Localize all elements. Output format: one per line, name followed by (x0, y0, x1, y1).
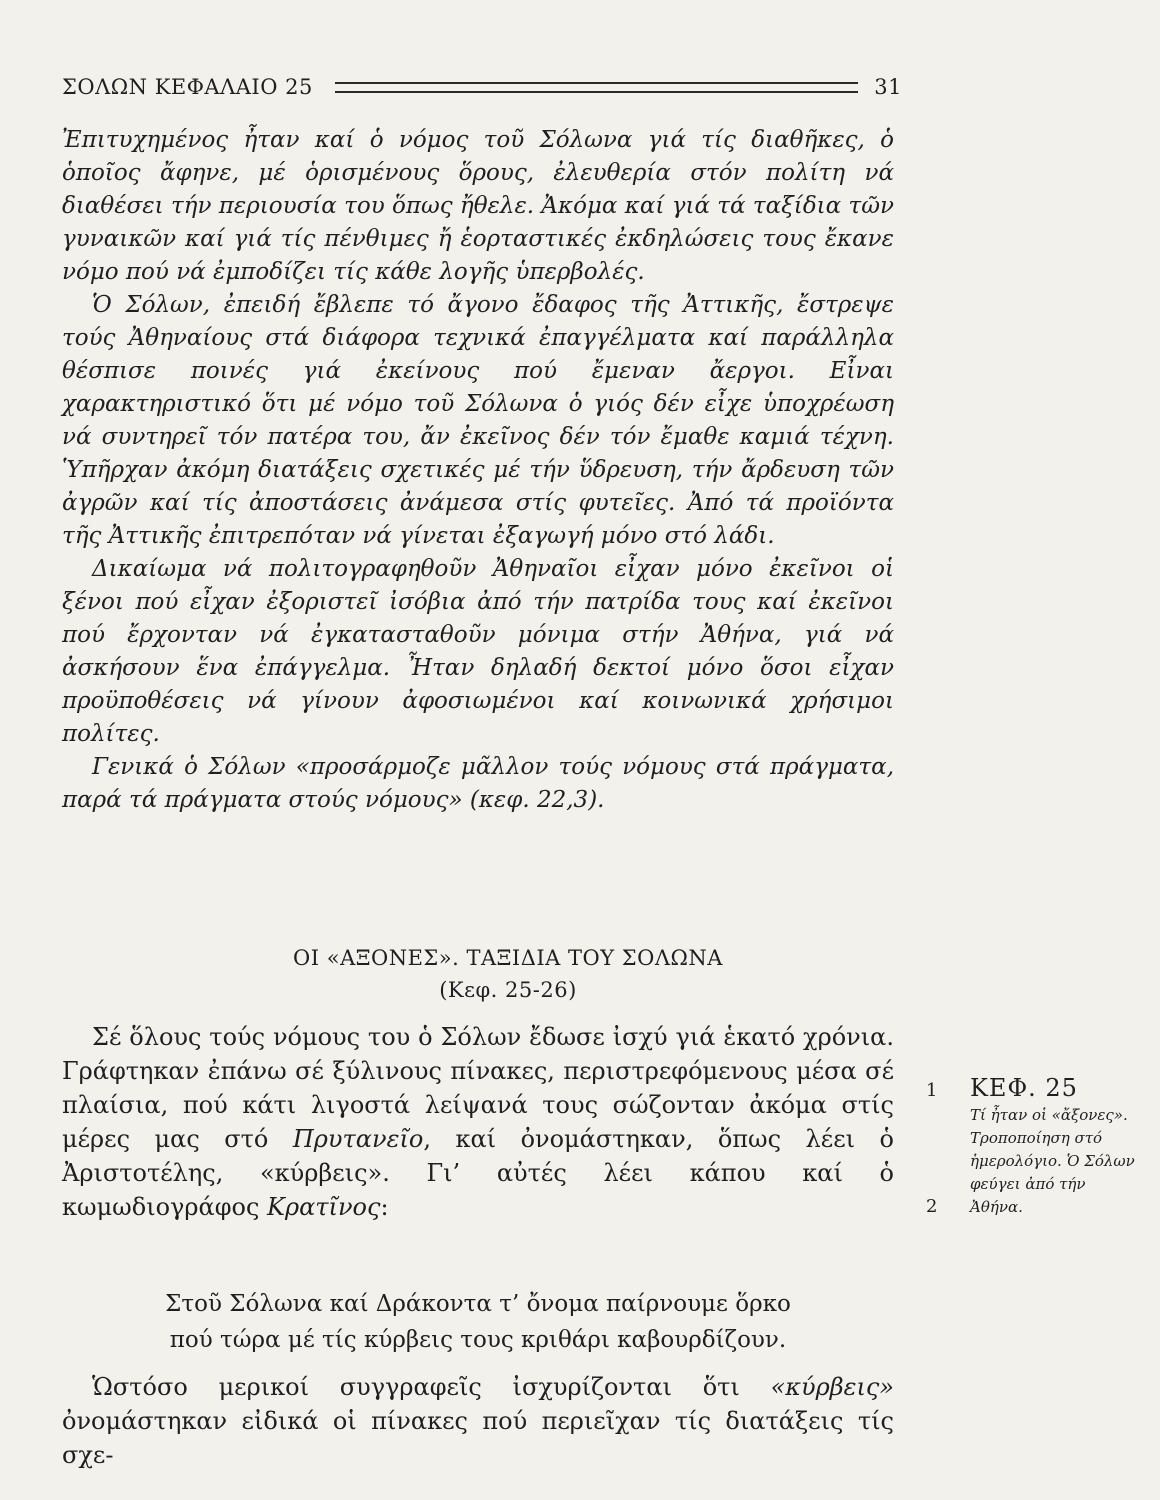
line-number: 2 (926, 1196, 938, 1217)
line-number: 1 (926, 1080, 938, 1101)
intro-paragraph: Γενικά ὁ Σόλων «προσάρμοζε μᾶλλον τούς νόμους στά πράγματα, παρά τά πράγματα στούς νόμους» (κεφ. 22,3). (62, 754, 894, 813)
intro-paragraph: Ἐπιτυχημένος ἦταν καί ὁ νόμος τοῦ Σόλωνα γιά τίς διαθῆκες, ὁ ὁποῖος ἄφηνε, μέ ὁρισμένους ὅρους, ἐλευθερία στόν πολίτη νά διαθέσει τήν περιουσία του ὅπως ἤθελε. Ἀκόμα καί γιά τά ταξίδια τῶν γυναικῶν καί γιά τίς πένθιμες ἤ ἑορταστικές ἐκδηλώσεις τους ἔκανε νόμο πού νά ἐμποδίζει τίς κάθε λογῆς ὑπερβολές. (62, 127, 894, 285)
section-heading (62, 942, 954, 1006)
place-name: Πρυτανεῖο (292, 1125, 424, 1153)
header-rule (335, 82, 858, 93)
header-title: ΣΟΛΩΝ ΚΕΦΑΛΑΙΟ 25 (62, 75, 313, 99)
text-run: : (380, 1193, 389, 1221)
intro-paragraph: Ὁ Σόλων, ἐπειδή ἔβλεπε τό ἄγονο ἔδαφος τῆς Ἀττικῆς, ἔστρεψε τούς Ἀθηναίους στά διάφορα τεχνικά ἐπαγγέλματα καί παράλληλα θέσπισε ποινές γιά ἐκείνους πού ἔμεναν ἄεργοι. Εἶναι χαρακτηριστικό ὅτι μέ νόμο τοῦ Σόλωνα ὁ γιός δέν εἶχε ὑποχρέωση νά συντηρεῖ τόν πατέρα του, ἄν ἐκεῖνος δέν τόν ἔμαθε καμιά τέχνη. Ὑπῆρχαν ἀκόμη διατάξεις σχετικές μέ τήν ὕδρευση, τήν ἄρδευση τῶν ἀγρῶν καί τίς ἀποστάσεις ἀνάμεσα στίς φυτεῖες. Ἀπό τά προϊόντα τῆς Ἀττικῆς ἐπιτρεπόταν νά γίνεται ἐξαγωγή μόνο στό λάδι. (62, 292, 894, 549)
paragraph-2 (62, 1370, 894, 1472)
margin-note-text: Τί ἦταν οἱ «ἄξονες». Τροποποίηση στό ἡμερολόγιο. Ὁ Σόλων φεύγει ἀπό τήν Ἀθήνα. (970, 1106, 1135, 1216)
closing-paragraph (62, 1370, 894, 1472)
margin-note (970, 1074, 1135, 1219)
term: «κύρβεις» (770, 1373, 894, 1401)
author-name: Κρατῖνος (267, 1193, 381, 1221)
page-number: 31 (874, 75, 902, 99)
main-paragraph (62, 1020, 894, 1224)
margin-note-title: ΚΕΦ. 25 (970, 1074, 1078, 1102)
text-run: , καί ὀνομάστηκαν, ὅπως λέει ὁ Ἀριστοτέλης, «κύρβεις». Γι’ αὐτές λέει κάπου καί ὁ κωμωδιογράφος (62, 1125, 894, 1221)
text-run: ὀνομάστηκαν εἰδικά οἱ πίνακες πού περιεῖχαν τίς διατάξεις τίς σχε- (62, 1407, 894, 1469)
verse-line: Στοῦ Σόλωνα καί Δράκοντα τ’ ὄνομα παίρνουμε ὅρκο (165, 1291, 791, 1317)
intro-paragraph: Δικαίωμα νά πολιτογραφηθοῦν Ἀθηναῖοι εἶχαν μόνο ἐκεῖνοι οἱ ξένοι πού εἶχαν ἐξοριστεῖ ἰσόβια ἀπό τήν πατρίδα τους καί ἐκεῖνοι πού ἔρχονταν νά ἐγκατασταθοῦν μόνιμα στήν Ἀθήνα, γιά νά ἀσκήσουν ἕνα ἐπάγγελμα. Ἦταν δηλαδή δεκτοί μόνο ὅσοι εἶχαν προϋποθέσεις νά γίνουν ἀφοσιωμένοι καί κοινωνικά χρήσιμοι πολίτες. (62, 556, 894, 747)
running-header (62, 70, 902, 104)
text-run: Σέ ὅλους τούς νόμους του ὁ Σόλων ἔδωσε ἰσχύ γιά ἑκατό χρόνια. Γράφτηκαν ἐπάνω σέ ξύλινους πίνακες, περιστρεφόμενους μέσα σέ πλαίσια, πού κάτι λιγοστά λείψανά τους σώζονταν ἀκόμα στίς μέρες μας στό (62, 1023, 894, 1153)
section-subtitle: (Κεφ. 25-26) (439, 978, 577, 1002)
intro-text (62, 124, 894, 817)
text-run: Ὡστόσο μερικοί συγγραφεῖς ἰσχυρίζονται ὅτι (92, 1373, 771, 1401)
verse-line: πού τώρα μέ τίς κύρβεις τους κριθάρι καβουρδίζουν. (169, 1327, 787, 1353)
paragraph-1 (62, 1020, 894, 1224)
verse-quote (62, 1286, 894, 1358)
section-title: ΟΙ «ΑΞΟΝΕΣ». ΤΑΞΙΔΙΑ ΤΟΥ ΣΟΛΩΝΑ (293, 946, 723, 970)
